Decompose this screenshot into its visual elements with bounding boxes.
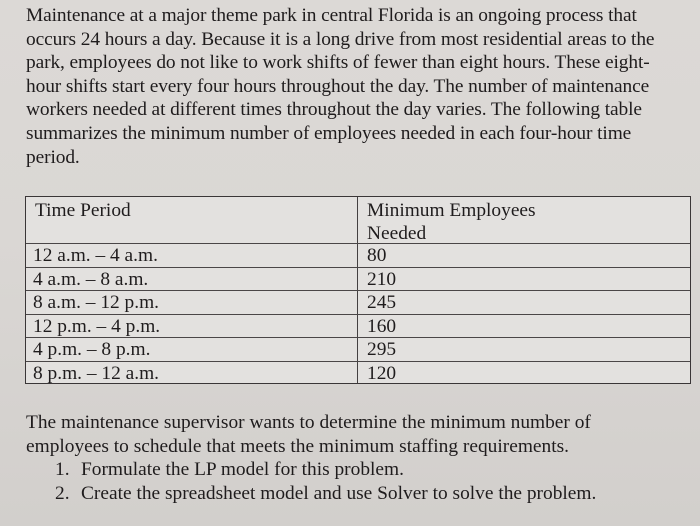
header-minimum-employees [367, 200, 536, 245]
intro-line: occurs 24 hours a day. Because it is a long drive from most residential areas to the [26, 28, 655, 50]
intro-line: period. [26, 146, 80, 168]
list-item [26, 458, 686, 482]
intro-line: hour shifts start every four hours throughout the day. The number of maintenance [26, 75, 650, 97]
table-row [26, 267, 690, 291]
intro-line: workers needed at different times throughout the day varies. The following table [26, 99, 642, 121]
employees-cell: 160 [367, 315, 397, 337]
header-line: Needed [367, 222, 427, 244]
task-text: Create the spreadsheet model and use Solver to solve the problem. [81, 482, 597, 504]
staffing-table [25, 196, 691, 384]
employees-cell: 210 [367, 268, 397, 290]
task-number: 2. [55, 482, 70, 504]
employees-cell: 295 [367, 339, 397, 360]
task-number: 1. [55, 459, 70, 481]
outro-line: employees to schedule that meets the minimum staffing requirements. [26, 435, 569, 457]
problem-intro-paragraph [26, 4, 686, 169]
time-period-cell: 8 p.m. – 12 a.m. [33, 362, 160, 384]
employees-cell: 80 [367, 245, 387, 266]
time-period-cell: 12 p.m. – 4 p.m. [33, 315, 161, 337]
intro-line: summarizes the minimum number of employees needed in each four-hour time [26, 122, 632, 144]
table-row [26, 243, 690, 267]
table-row [26, 314, 690, 338]
problem-task-section [26, 411, 686, 505]
employees-cell: 245 [367, 292, 397, 313]
table-row [26, 337, 690, 361]
outro-line: The maintenance supervisor wants to determine the minimum number of [26, 412, 591, 433]
header-time-period: Time Period [35, 200, 131, 221]
header-line: Minimum Employees [367, 200, 536, 221]
task-text: Formulate the LP model for this problem. [81, 459, 404, 481]
table-body [26, 243, 690, 384]
task-list [26, 458, 686, 505]
time-period-cell: 4 a.m. – 8 a.m. [33, 268, 149, 290]
employees-cell: 120 [367, 362, 397, 384]
time-period-cell: 4 p.m. – 8 p.m. [33, 339, 151, 360]
time-period-cell: 12 a.m. – 4 a.m. [33, 245, 158, 266]
list-item [26, 482, 686, 506]
table-row [26, 361, 690, 385]
intro-line: Maintenance at a major theme park in central Florida is an ongoing process that [26, 5, 637, 26]
intro-line: park, employees do not like to work shifts of fewer than eight hours. These eight- [26, 52, 650, 74]
time-period-cell: 8 a.m. – 12 p.m. [33, 292, 160, 313]
table-row [26, 290, 690, 314]
